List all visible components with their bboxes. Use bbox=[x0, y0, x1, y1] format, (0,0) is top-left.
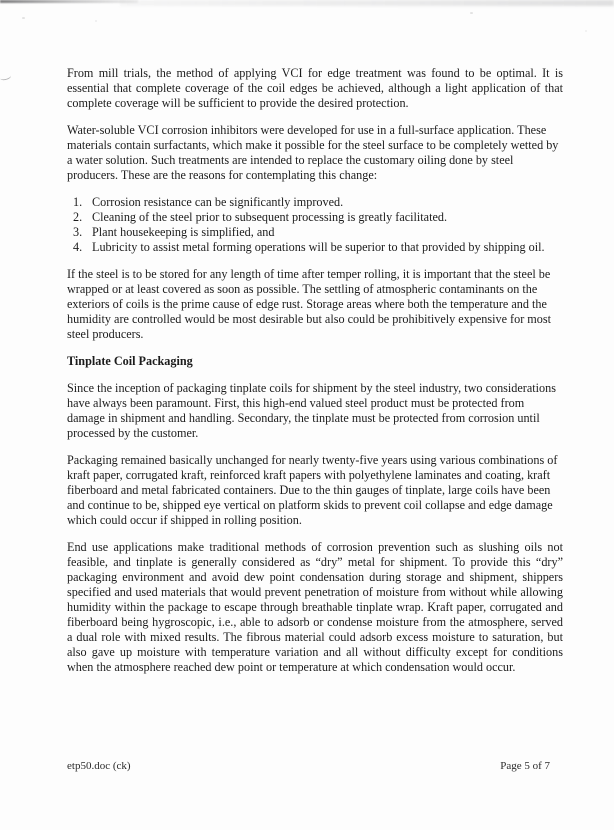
document-body bbox=[67, 66, 563, 687]
list-item-number: 1. bbox=[73, 195, 83, 209]
scan-haze-top-edge bbox=[120, 0, 614, 6]
list-item-number: 3. bbox=[73, 225, 83, 239]
para-vci-edge-treatment: From mill trials, the method of applying VCI for edge treatment was found to be optimal. It is essential that complete coverage of the coil edges be achieved, although a light application of that complete coverage will be sufficient to provide the desired protection. bbox=[67, 66, 563, 110]
scan-speck bbox=[585, 30, 587, 32]
para-steel-storage: If the steel is to be stored for any length of time after temper rolling, it is important that the steel be wrapped or at least covered as soon as possible. The settling of atmospheric contaminants on the exteriors of coils is the prime cause of edge rust. Storage areas where both the temperature and the humidity are controlled would be most desirable but also could be prohibitively expensive for most steel producers. bbox=[67, 267, 552, 341]
list-item-3 bbox=[67, 225, 563, 240]
scan-speck bbox=[22, 17, 25, 19]
list-item-text: Corrosion resistance can be significantly improved. bbox=[92, 195, 344, 209]
scan-speck bbox=[470, 12, 473, 14]
scan-mark-left-edge bbox=[0, 73, 12, 81]
footer-filename: etp50.doc (ck) bbox=[67, 760, 131, 772]
para-packaging-history: Packaging remained basically unchanged for nearly twenty-five years using various combinations of kraft paper, corrugated kraft, reinforced kraft papers with polyethylene laminates and coating, kraft fiberboard and metal fabricated containers. Due to the thin gauges of tinplate, large coils have been and continue to be, shipped eye vertical on platform skids to prevent coil collapse and edge damage which could occur if shipped in rolling position. bbox=[67, 453, 558, 527]
list-item-2 bbox=[67, 210, 563, 225]
list-item-text: Lubricity to assist metal forming operations will be superior to that provided by shipping oil. bbox=[92, 240, 545, 254]
page-footer bbox=[67, 759, 550, 773]
section-heading-tinplate-coil-packaging: Tinplate Coil Packaging bbox=[67, 354, 193, 368]
scan-speck bbox=[95, 20, 97, 22]
para-water-soluble-vci: Water-soluble VCI corrosion inhibitors were developed for use in a full-surface application. These materials contain surfactants, which make it possible for the steel surface to be completely wetted by a water solution. Such treatments are intended to replace the customary oiling done by steel producers. These are the reasons for contemplating this change: bbox=[67, 123, 559, 182]
list-item-1 bbox=[67, 195, 563, 210]
list-item-text: Cleaning of the steel prior to subsequent processing is greatly facilitated. bbox=[92, 210, 448, 224]
list-item-text: Plant housekeeping is simplified, and bbox=[92, 225, 275, 239]
list-item-4 bbox=[67, 240, 563, 255]
list-item-number: 2. bbox=[73, 210, 83, 224]
list-item-number: 4. bbox=[73, 240, 83, 254]
para-packaging-considerations: Since the inception of packaging tinplate coils for shipment by the steel industry, two considerations have always been paramount. First, this high-end valued steel product must be protected from damage in shipment and handling. Secondary, the tinplate must be protected from corrosion until processed by the customer. bbox=[67, 381, 556, 440]
benefits-list bbox=[67, 195, 563, 255]
footer-page-number: Page 5 of 7 bbox=[500, 760, 550, 772]
para-end-use-applications: End use applications make traditional methods of corrosion prevention such as slushing oils not feasible, and tinplate is generally considered as “dry” metal for shipment. To provide this “dry” packaging environment and avoid dew point condensation during storage and shipment, shippers specified and used materials that would prevent penetration of moisture from without while allowing humidity within the package to escape through breathable tinplate wrap. Kraft paper, corrugated and fiberboard being hygroscopic, i.e., able to adsorb or condense moisture from the atmosphere, served a dual role with mixed results. The fibrous material could adsorb excess moisture to saturation, but also gave up moisture with temperature variation and all without difficulty except for conditions when the atmosphere reached dew point or temperature at which condensation would occur. bbox=[67, 540, 563, 674]
scan-smudge-top-left bbox=[0, 0, 138, 3]
